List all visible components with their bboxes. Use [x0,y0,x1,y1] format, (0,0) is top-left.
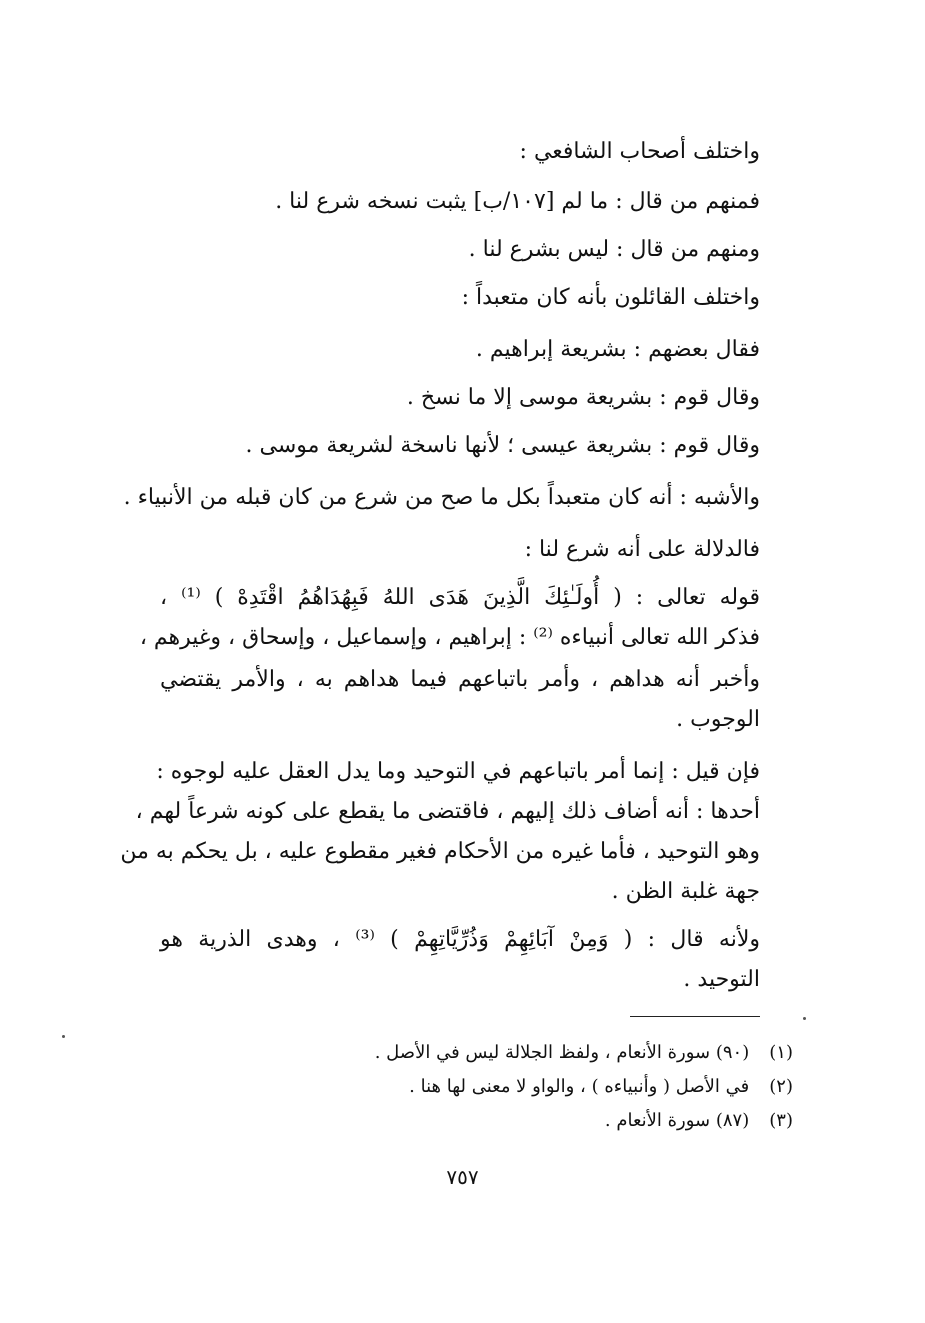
page-number: ٧٥٧ [446,1165,479,1189]
quran-verse-line: قوله تعالى : ( أُولَـٰئِكَ الَّذِينَ هَدَى اللهُ فَبِهُدَاهُمُ اقْتَدِهْ ) ⁽¹⁾ ، [160,585,760,610]
text-line: واختلف أصحاب الشافعي : [519,139,760,164]
text-line: وقال قوم : بشريعة عيسى ؛ لأنها ناسخة لشريعة موسى . [245,433,760,458]
text-line: فذكر الله تعالى أنبياءه ⁽²⁾ : إبراهيم ، وإسماعيل ، وإسحاق ، وغيرهم ، [139,625,760,650]
text-line: التوحيد . [683,967,760,992]
scan-speck [803,1017,806,1020]
text-line: وهو التوحيد ، فأما غيره من الأحكام فغير مقطوع عليه ، بل يحكم به من [120,839,760,864]
footnote-text: (٩٠) سورة الأنعام ، ولفظ الجلالة ليس في الأصل . [374,1042,750,1063]
text-line: واختلف القائلون بأنه كان متعبداً : [461,285,760,310]
footnote-text: في الأصل ( وأنبياءه ) ، والواو لا معنى لها هنا . [409,1076,750,1097]
text-line: فمنهم من قال : ما لم [١٠٧/ب] يثبت نسخه شرع لنا . [275,189,760,214]
text-line: الوجوب . [676,707,760,732]
footnote-number: (٣) [769,1110,793,1131]
scan-speck [62,1035,65,1038]
text-line: فإن قيل : إنما أمر باتباعهم في التوحيد وما يدل العقل عليه لوجوه : [156,759,760,784]
text-line: فالدلالة على أنه شرع لنا : [524,537,760,562]
text-line: فقال بعضهم : بشريعة إبراهيم . [475,337,760,362]
text-line: وقال قوم : بشريعة موسى إلا ما نسخ . [406,385,760,410]
text-line: ومنهم من قال : ليس بشرع لنا . [468,237,760,262]
footnote [375,1040,793,1066]
text-line: وأخبر أنه هداهم ، وأمر باتباعهم فيما هداهم به ، والأمر يقتضي [160,667,760,692]
footnote [409,1074,793,1100]
footnote-number: (١) [769,1042,793,1063]
footnote-separator [630,1016,760,1017]
footnote-number: (٢) [769,1076,793,1097]
text-line: جهة غلبة الظن . [611,879,760,904]
footnote-text: (٨٧) سورة الأنعام . [604,1110,750,1131]
text-line: والأشبه : أنه كان متعبداً بكل ما صح من شرع من كان قبله من الأنبياء . [123,485,760,510]
quran-verse-line: ولأنه قال : ( وَمِنْ آبَائِهِمْ وَذُرِّيَّاتِهِمْ ) ⁽³⁾ ، وهدى الذرية هو [160,927,761,952]
footnote [605,1108,793,1134]
text-line: أحدها : أنه أضاف ذلك إليهم ، فاقتضى ما يقطع على كونه شرعاً لهم ، [135,799,760,824]
